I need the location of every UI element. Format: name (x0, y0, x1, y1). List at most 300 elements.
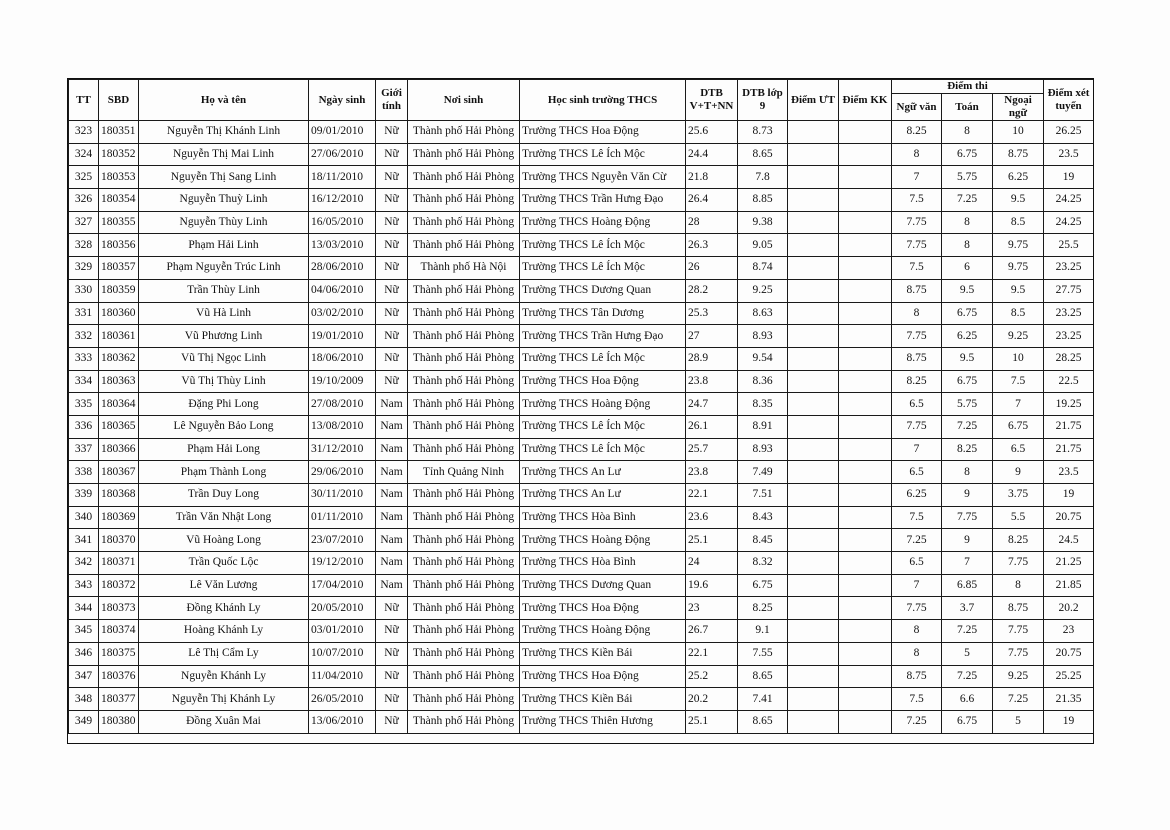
table-row (69, 279, 1094, 302)
cell-birthplace: Thành phố Hải Phòng (408, 529, 520, 552)
header-gender: Giới tính (376, 80, 408, 121)
cell-ngu-van: 7 (892, 574, 942, 597)
cell-ngu-van: 8 (892, 302, 942, 325)
cell-school: Trường THCS Tân Dương (520, 302, 686, 325)
cell-diem-ut (788, 121, 839, 144)
header-diem-xet-tuyen: Điểm xét tuyển (1044, 80, 1094, 121)
table-row (69, 302, 1094, 325)
cell-ngu-van: 7.5 (892, 189, 942, 212)
cell-dtb-vtnn: 24.7 (686, 393, 738, 416)
cell-diem-kk (839, 121, 892, 144)
cell-name: Nguyễn Thị Khánh Linh (139, 121, 309, 144)
cell-birthplace: Thành phố Hải Phòng (408, 597, 520, 620)
cell-birthplace: Thành phố Hải Phòng (408, 665, 520, 688)
cell-diem-xet-tuyen: 22.5 (1044, 370, 1094, 393)
cell-diem-xet-tuyen: 20.75 (1044, 642, 1094, 665)
cell-school: Trường THCS Lê Ích Mộc (520, 415, 686, 438)
cell-dob: 03/02/2010 (309, 302, 376, 325)
header-birthplace: Nơi sinh (408, 80, 520, 121)
cell-diem-kk (839, 438, 892, 461)
cell-dtb-lop9: 8.35 (738, 393, 788, 416)
cell-sbd: 180367 (99, 461, 139, 484)
cell-diem-ut (788, 211, 839, 234)
cell-gender: Nam (376, 529, 408, 552)
cell-name: Hoàng Khánh Ly (139, 620, 309, 643)
cell-dob: 19/01/2010 (309, 325, 376, 348)
cell-gender: Nam (376, 552, 408, 575)
cell-school: Trường THCS Trần Hưng Đạo (520, 325, 686, 348)
cell-birthplace: Thành phố Hải Phòng (408, 234, 520, 257)
table-row (69, 461, 1094, 484)
table-row (69, 325, 1094, 348)
header-dtb-vtnn: DTB V+T+NN (686, 80, 738, 121)
cell-ngoai-ngu: 10 (993, 347, 1044, 370)
cell-gender: Nam (376, 484, 408, 507)
cell-dtb-lop9: 6.75 (738, 574, 788, 597)
cell-dob: 11/04/2010 (309, 665, 376, 688)
table-row (69, 529, 1094, 552)
cell-dtb-vtnn: 27 (686, 325, 738, 348)
cell-dob: 04/06/2010 (309, 279, 376, 302)
cell-school: Trường THCS Dương Quan (520, 574, 686, 597)
cell-diem-xet-tuyen: 19.25 (1044, 393, 1094, 416)
header-ngu-van: Ngữ văn (892, 94, 942, 121)
cell-gender: Nữ (376, 325, 408, 348)
cell-gender: Nữ (376, 234, 408, 257)
cell-toan: 6.75 (942, 370, 993, 393)
cell-diem-kk (839, 642, 892, 665)
cell-gender: Nữ (376, 370, 408, 393)
cell-school: Trường THCS Hòa Bình (520, 506, 686, 529)
cell-sbd: 180356 (99, 234, 139, 257)
cell-diem-kk (839, 189, 892, 212)
cell-diem-xet-tuyen: 23.5 (1044, 143, 1094, 166)
cell-diem-xet-tuyen: 19 (1044, 484, 1094, 507)
header-sbd: SBD (99, 80, 139, 121)
cell-dtb-lop9: 9.05 (738, 234, 788, 257)
cell-tt: 334 (69, 370, 99, 393)
header-dtb-lop9: DTB lớp 9 (738, 80, 788, 121)
cell-dtb-vtnn: 22.1 (686, 642, 738, 665)
cell-ngoai-ngu: 9.25 (993, 325, 1044, 348)
cell-sbd: 180357 (99, 257, 139, 280)
cell-sbd: 180380 (99, 710, 139, 733)
cell-birthplace: Thành phố Hải Phòng (408, 143, 520, 166)
cell-ngu-van: 7.75 (892, 234, 942, 257)
cell-diem-xet-tuyen: 25.5 (1044, 234, 1094, 257)
cell-diem-xet-tuyen: 24.5 (1044, 529, 1094, 552)
cell-diem-kk (839, 211, 892, 234)
cell-school: Trường THCS Hoa Động (520, 597, 686, 620)
cell-dtb-lop9: 8.93 (738, 438, 788, 461)
cell-toan: 9.5 (942, 279, 993, 302)
cell-toan: 8 (942, 121, 993, 144)
cell-dtb-lop9: 7.41 (738, 688, 788, 711)
cell-name: Đồng Xuân Mai (139, 710, 309, 733)
cell-diem-kk (839, 234, 892, 257)
cell-diem-kk (839, 461, 892, 484)
cell-ngu-van: 7.5 (892, 506, 942, 529)
cell-dtb-vtnn: 25.1 (686, 529, 738, 552)
cell-toan: 9 (942, 484, 993, 507)
cell-dob: 18/11/2010 (309, 166, 376, 189)
cell-ngoai-ngu: 8.5 (993, 211, 1044, 234)
cell-diem-xet-tuyen: 23.25 (1044, 325, 1094, 348)
cell-dtb-vtnn: 26.3 (686, 234, 738, 257)
cell-sbd: 180377 (99, 688, 139, 711)
cell-school: Trường THCS Lê Ích Mộc (520, 257, 686, 280)
cell-diem-ut (788, 529, 839, 552)
cell-diem-ut (788, 257, 839, 280)
cell-dob: 16/05/2010 (309, 211, 376, 234)
cell-gender: Nam (376, 574, 408, 597)
cell-dtb-lop9: 7.55 (738, 642, 788, 665)
cell-gender: Nữ (376, 597, 408, 620)
cell-gender: Nữ (376, 688, 408, 711)
cell-diem-kk (839, 506, 892, 529)
cell-diem-xet-tuyen: 27.75 (1044, 279, 1094, 302)
cell-birthplace: Thành phố Hải Phòng (408, 506, 520, 529)
cell-diem-kk (839, 620, 892, 643)
table-row (69, 574, 1094, 597)
cell-school: Trường THCS Nguyễn Văn Cừ (520, 166, 686, 189)
cell-dtb-lop9: 8.65 (738, 710, 788, 733)
table-row (69, 234, 1094, 257)
cell-diem-ut (788, 302, 839, 325)
cell-birthplace: Thành phố Hải Phòng (408, 620, 520, 643)
cell-diem-xet-tuyen: 21.75 (1044, 438, 1094, 461)
cell-diem-xet-tuyen: 23.25 (1044, 302, 1094, 325)
cell-sbd: 180353 (99, 166, 139, 189)
cell-birthplace: Thành phố Hải Phòng (408, 166, 520, 189)
cell-dob: 28/06/2010 (309, 257, 376, 280)
cell-diem-ut (788, 438, 839, 461)
cell-tt: 333 (69, 347, 99, 370)
cell-dtb-lop9: 9.38 (738, 211, 788, 234)
cell-birthplace: Thành phố Hải Phòng (408, 302, 520, 325)
cell-tt: 346 (69, 642, 99, 665)
cell-gender: Nam (376, 506, 408, 529)
cell-name: Nguyễn Thị Khánh Ly (139, 688, 309, 711)
cell-diem-xet-tuyen: 21.25 (1044, 552, 1094, 575)
cell-toan: 6.6 (942, 688, 993, 711)
cell-sbd: 180354 (99, 189, 139, 212)
cell-dob: 13/03/2010 (309, 234, 376, 257)
table-row (69, 484, 1094, 507)
cell-diem-kk (839, 484, 892, 507)
cell-dtb-vtnn: 24 (686, 552, 738, 575)
cell-diem-xet-tuyen: 24.25 (1044, 211, 1094, 234)
cell-diem-xet-tuyen: 24.25 (1044, 189, 1094, 212)
cell-tt: 347 (69, 665, 99, 688)
cell-tt: 324 (69, 143, 99, 166)
cell-dob: 30/11/2010 (309, 484, 376, 507)
cell-tt: 339 (69, 484, 99, 507)
cell-tt: 331 (69, 302, 99, 325)
cell-diem-kk (839, 393, 892, 416)
cell-dob: 19/10/2009 (309, 370, 376, 393)
cell-name: Phạm Hải Long (139, 438, 309, 461)
cell-ngoai-ngu: 6.25 (993, 166, 1044, 189)
cell-birthplace: Thành phố Hải Phòng (408, 279, 520, 302)
cell-dob: 27/06/2010 (309, 143, 376, 166)
table-row (69, 166, 1094, 189)
cell-birthplace: Thành phố Hải Phòng (408, 710, 520, 733)
cell-ngu-van: 8 (892, 143, 942, 166)
cell-sbd: 180370 (99, 529, 139, 552)
header-diem-ut: Điểm ƯT (788, 80, 839, 121)
cell-name: Lê Văn Lương (139, 574, 309, 597)
table-row (69, 710, 1094, 733)
cell-sbd: 180376 (99, 665, 139, 688)
cell-dtb-vtnn: 28.9 (686, 347, 738, 370)
cell-diem-kk (839, 370, 892, 393)
cell-toan: 6.75 (942, 710, 993, 733)
cell-dtb-vtnn: 21.8 (686, 166, 738, 189)
cell-sbd: 180373 (99, 597, 139, 620)
cell-gender: Nữ (376, 279, 408, 302)
cell-toan: 5.75 (942, 393, 993, 416)
cell-school: Trường THCS Hoa Động (520, 665, 686, 688)
cell-birthplace: Thành phố Hải Phòng (408, 325, 520, 348)
cell-dtb-lop9: 8.65 (738, 143, 788, 166)
cell-toan: 8.25 (942, 438, 993, 461)
cell-ngoai-ngu: 7.75 (993, 620, 1044, 643)
cell-tt: 345 (69, 620, 99, 643)
cell-sbd: 180362 (99, 347, 139, 370)
cell-dob: 27/08/2010 (309, 393, 376, 416)
cell-diem-ut (788, 370, 839, 393)
cell-diem-ut (788, 234, 839, 257)
cell-ngoai-ngu: 8 (993, 574, 1044, 597)
cell-ngu-van: 8.75 (892, 347, 942, 370)
cell-diem-ut (788, 552, 839, 575)
cell-tt: 343 (69, 574, 99, 597)
cell-name: Nguyễn Thị Mai Linh (139, 143, 309, 166)
cell-birthplace: Thành phố Hải Phòng (408, 370, 520, 393)
cell-tt: 325 (69, 166, 99, 189)
cell-school: Trường THCS An Lư (520, 484, 686, 507)
cell-birthplace: Thành phố Hà Nội (408, 257, 520, 280)
cell-dtb-lop9: 8.65 (738, 665, 788, 688)
cell-school: Trường THCS Lê Ích Mộc (520, 438, 686, 461)
header-tt: TT (69, 80, 99, 121)
cell-tt: 335 (69, 393, 99, 416)
cell-gender: Nam (376, 393, 408, 416)
cell-diem-xet-tuyen: 19 (1044, 166, 1094, 189)
table-row (69, 121, 1094, 144)
cell-gender: Nam (376, 461, 408, 484)
cell-dtb-lop9: 9.1 (738, 620, 788, 643)
cell-diem-xet-tuyen: 25.25 (1044, 665, 1094, 688)
cell-dob: 01/11/2010 (309, 506, 376, 529)
table-row (69, 257, 1094, 280)
cell-school: Trường THCS Hoàng Động (520, 529, 686, 552)
cell-name: Lê Thị Cẩm Ly (139, 642, 309, 665)
cell-birthplace: Thành phố Hải Phòng (408, 552, 520, 575)
cell-dtb-lop9: 8.43 (738, 506, 788, 529)
cell-school: Trường THCS Hoàng Động (520, 620, 686, 643)
cell-ngu-van: 8.75 (892, 665, 942, 688)
cell-birthplace: Thành phố Hải Phòng (408, 688, 520, 711)
cell-diem-kk (839, 574, 892, 597)
cell-school: Trường THCS Lê Ích Mộc (520, 347, 686, 370)
cell-ngoai-ngu: 5 (993, 710, 1044, 733)
cell-diem-xet-tuyen: 23 (1044, 620, 1094, 643)
cell-diem-ut (788, 461, 839, 484)
cell-tt: 338 (69, 461, 99, 484)
cell-diem-ut (788, 143, 839, 166)
cell-gender: Nam (376, 415, 408, 438)
cell-ngoai-ngu: 9.75 (993, 234, 1044, 257)
cell-diem-ut (788, 574, 839, 597)
table-row (69, 552, 1094, 575)
table-row (69, 688, 1094, 711)
cell-ngoai-ngu: 9.5 (993, 189, 1044, 212)
cell-name: Vũ Thị Ngọc Linh (139, 347, 309, 370)
cell-dtb-lop9: 7.8 (738, 166, 788, 189)
cell-ngu-van: 7.25 (892, 710, 942, 733)
cell-toan: 6.85 (942, 574, 993, 597)
cell-birthplace: Tỉnh Quảng Ninh (408, 461, 520, 484)
cell-toan: 9 (942, 529, 993, 552)
cell-toan: 7.25 (942, 665, 993, 688)
cell-name: Vũ Hoàng Long (139, 529, 309, 552)
cell-diem-xet-tuyen: 26.25 (1044, 121, 1094, 144)
cell-gender: Nam (376, 438, 408, 461)
cell-sbd: 180355 (99, 211, 139, 234)
cell-ngoai-ngu: 8.75 (993, 597, 1044, 620)
cell-diem-ut (788, 665, 839, 688)
cell-diem-ut (788, 710, 839, 733)
cell-tt: 328 (69, 234, 99, 257)
cell-tt: 332 (69, 325, 99, 348)
cell-name: Nguyễn Khánh Ly (139, 665, 309, 688)
cell-dob: 23/07/2010 (309, 529, 376, 552)
cell-dtb-lop9: 8.93 (738, 325, 788, 348)
header-dob: Ngày sinh (309, 80, 376, 121)
cell-toan: 6.75 (942, 302, 993, 325)
cell-diem-xet-tuyen: 19 (1044, 710, 1094, 733)
cell-diem-ut (788, 347, 839, 370)
cell-name: Nguyễn Thùy Linh (139, 211, 309, 234)
cell-diem-kk (839, 143, 892, 166)
cell-diem-ut (788, 484, 839, 507)
header-toan: Toán (942, 94, 993, 121)
cell-dtb-vtnn: 23.8 (686, 461, 738, 484)
cell-birthplace: Thành phố Hải Phòng (408, 347, 520, 370)
table-row (69, 506, 1094, 529)
cell-dtb-lop9: 7.49 (738, 461, 788, 484)
cell-dtb-lop9: 8.36 (738, 370, 788, 393)
table-row (69, 370, 1094, 393)
cell-school: Trường THCS Dương Quan (520, 279, 686, 302)
cell-name: Nguyễn Thị Sang Linh (139, 166, 309, 189)
cell-name: Đồng Khánh Ly (139, 597, 309, 620)
cell-diem-kk (839, 688, 892, 711)
table-row (69, 415, 1094, 438)
cell-tt: 348 (69, 688, 99, 711)
cell-diem-ut (788, 189, 839, 212)
cell-tt: 330 (69, 279, 99, 302)
cell-dob: 18/06/2010 (309, 347, 376, 370)
cell-ngoai-ngu: 3.75 (993, 484, 1044, 507)
cell-ngoai-ngu: 8.75 (993, 143, 1044, 166)
cell-birthplace: Thành phố Hải Phòng (408, 642, 520, 665)
cell-gender: Nữ (376, 166, 408, 189)
cell-ngu-van: 8.75 (892, 279, 942, 302)
cell-sbd: 180365 (99, 415, 139, 438)
cell-gender: Nữ (376, 302, 408, 325)
cell-ngu-van: 7 (892, 438, 942, 461)
cell-ngu-van: 6.5 (892, 552, 942, 575)
cell-sbd: 180368 (99, 484, 139, 507)
cell-birthplace: Thành phố Hải Phòng (408, 574, 520, 597)
cell-dtb-vtnn: 23.8 (686, 370, 738, 393)
cell-sbd: 180371 (99, 552, 139, 575)
cell-dob: 26/05/2010 (309, 688, 376, 711)
cell-dob: 03/01/2010 (309, 620, 376, 643)
cell-dtb-vtnn: 26.4 (686, 189, 738, 212)
cell-dtb-vtnn: 26 (686, 257, 738, 280)
cell-dtb-vtnn: 22.1 (686, 484, 738, 507)
cell-dtb-vtnn: 25.7 (686, 438, 738, 461)
cell-gender: Nữ (376, 665, 408, 688)
cell-gender: Nữ (376, 347, 408, 370)
cell-school: Trường THCS Lê Ích Mộc (520, 143, 686, 166)
cell-dtb-vtnn: 28 (686, 211, 738, 234)
cell-name: Đặng Phi Long (139, 393, 309, 416)
cell-gender: Nữ (376, 642, 408, 665)
cell-diem-kk (839, 597, 892, 620)
cell-diem-kk (839, 279, 892, 302)
cell-ngu-van: 7.75 (892, 325, 942, 348)
table-row (69, 189, 1094, 212)
cell-dtb-vtnn: 25.2 (686, 665, 738, 688)
cell-name: Trần Thùy Linh (139, 279, 309, 302)
cell-sbd: 180369 (99, 506, 139, 529)
cell-diem-xet-tuyen: 28.25 (1044, 347, 1094, 370)
cell-diem-xet-tuyen: 21.75 (1044, 415, 1094, 438)
cell-sbd: 180361 (99, 325, 139, 348)
cell-dtb-lop9: 8.32 (738, 552, 788, 575)
cell-sbd: 180374 (99, 620, 139, 643)
cell-birthplace: Thành phố Hải Phòng (408, 438, 520, 461)
cell-ngu-van: 8.25 (892, 370, 942, 393)
cell-ngoai-ngu: 9.25 (993, 665, 1044, 688)
cell-ngoai-ngu: 5.5 (993, 506, 1044, 529)
cell-diem-kk (839, 325, 892, 348)
cell-school: Trường THCS Lê Ích Mộc (520, 234, 686, 257)
cell-birthplace: Thành phố Hải Phòng (408, 393, 520, 416)
table-row (69, 438, 1094, 461)
cell-sbd: 180359 (99, 279, 139, 302)
cell-tt: 340 (69, 506, 99, 529)
cell-gender: Nữ (376, 620, 408, 643)
cell-dtb-vtnn: 23 (686, 597, 738, 620)
cell-diem-kk (839, 710, 892, 733)
cell-name: Phạm Nguyễn Trúc Linh (139, 257, 309, 280)
cell-tt: 329 (69, 257, 99, 280)
cell-sbd: 180364 (99, 393, 139, 416)
cell-dtb-vtnn: 26.1 (686, 415, 738, 438)
cell-diem-kk (839, 415, 892, 438)
cell-birthplace: Thành phố Hải Phòng (408, 211, 520, 234)
cell-diem-xet-tuyen: 23.5 (1044, 461, 1094, 484)
cell-toan: 6.75 (942, 143, 993, 166)
cell-school: Trường THCS Hoàng Động (520, 211, 686, 234)
cell-diem-kk (839, 257, 892, 280)
